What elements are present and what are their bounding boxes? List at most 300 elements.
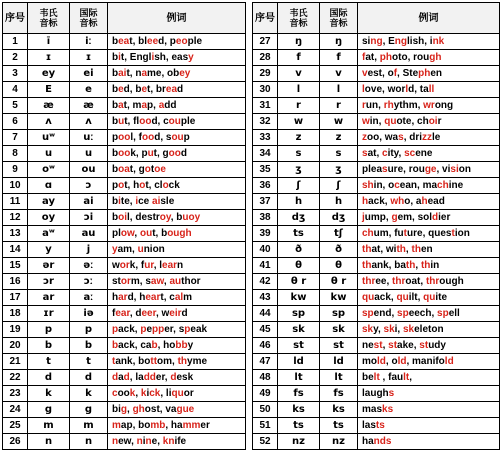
table-row <box>253 242 500 258</box>
word-text: d, c <box>151 116 169 127</box>
webster-symbol: aʷ <box>28 226 70 242</box>
row-number: 49 <box>253 386 278 402</box>
word-text: l, destr <box>127 212 160 223</box>
word-text: ine <box>448 180 464 191</box>
word-text: oto, rou <box>392 52 430 63</box>
table-row <box>253 178 500 194</box>
highlighted-letters: i <box>135 196 139 207</box>
highlighted-letters: e <box>118 84 124 95</box>
word-text: oat, <box>405 276 426 287</box>
webster-symbol: ts <box>278 418 320 434</box>
word-text: t, g <box>153 148 169 159</box>
word-text: p <box>183 132 190 143</box>
word-text: t, br <box>147 84 166 95</box>
webster-symbol: l <box>278 82 320 98</box>
example-words <box>358 130 500 146</box>
highlighted-letters: f <box>362 52 366 63</box>
highlighted-letters: b <box>112 340 119 351</box>
highlighted-letters: st <box>373 340 383 351</box>
highlighted-letters: ph <box>418 68 431 79</box>
highlighted-letters: ea <box>118 36 130 47</box>
header-ipa: 国际 音标 <box>320 3 358 34</box>
highlighted-letters: ear <box>145 292 161 303</box>
highlighted-letters: p <box>112 324 119 335</box>
word-text: laugh <box>362 388 389 399</box>
example-words <box>108 98 246 114</box>
word-text: at, wi <box>371 244 397 255</box>
highlighted-letters: d <box>432 212 439 223</box>
highlighted-letters: th <box>362 260 372 271</box>
highlighted-letters: oi <box>118 212 127 223</box>
word-text: oo <box>117 388 130 399</box>
word-text: d, ta <box>408 84 429 95</box>
word-text: dd <box>164 100 177 111</box>
table-row <box>253 274 500 290</box>
ipa-symbol: h <box>320 194 358 210</box>
header-webster: 韦氏 音标 <box>28 3 70 34</box>
highlighted-letters: o <box>139 180 146 191</box>
word-text: ost, va <box>144 404 177 415</box>
table-row <box>253 386 500 402</box>
word-text: e <box>146 324 153 335</box>
example-words <box>108 418 246 434</box>
highlighted-letters: ow <box>120 228 135 239</box>
highlighted-letters: u <box>118 116 125 127</box>
highlighted-letters: ough <box>167 228 192 239</box>
highlighted-letters: f <box>393 68 398 79</box>
example-words <box>358 162 500 178</box>
word-text: er, s <box>164 324 185 335</box>
highlighted-letters: gh <box>132 404 145 415</box>
word-text: esk <box>176 372 194 383</box>
header-examples: 例词 <box>358 3 500 34</box>
word-text: yme <box>187 356 208 367</box>
highlighted-letters: oi <box>428 116 438 127</box>
word-text: p <box>112 132 119 143</box>
example-words <box>358 402 500 418</box>
word-text: las <box>362 420 376 431</box>
row-number: 50 <box>253 402 278 418</box>
word-text: eech, <box>408 308 438 319</box>
word-text: en <box>430 68 443 79</box>
highlighted-letters: ch <box>362 228 374 239</box>
word-text: b <box>112 84 119 95</box>
phonetic-table-right <box>252 2 500 450</box>
ipa-symbol: p <box>70 322 108 338</box>
highlighted-letters: e <box>141 84 148 95</box>
word-text: t, cl <box>145 180 163 191</box>
word-text: pl <box>112 228 121 239</box>
ipa-symbol: əː <box>70 258 108 274</box>
highlighted-letters: lt <box>403 372 410 383</box>
highlighted-letters: ch <box>437 180 449 191</box>
word-text: un, <box>365 100 384 111</box>
word-text: at, <box>367 148 383 159</box>
row-number: 10 <box>3 178 28 194</box>
webster-symbol: dʒ <box>278 210 320 226</box>
word-text: n <box>177 260 184 271</box>
webster-symbol: fs <box>278 386 320 402</box>
word-text: ank, bo <box>115 356 151 367</box>
table-row <box>253 370 500 386</box>
word-text: plea <box>362 164 383 175</box>
ipa-symbol: ʃ <box>320 178 358 194</box>
highlighted-letters: d <box>170 372 177 383</box>
highlighted-letters: z <box>362 132 367 143</box>
word-text: ead <box>427 196 445 207</box>
word-text: t, fl <box>124 116 140 127</box>
word-text: , dri <box>403 132 423 143</box>
row-number: 51 <box>253 418 278 434</box>
word-text: , la <box>129 372 144 383</box>
table-row <box>3 402 246 418</box>
word-text: eak <box>190 324 208 335</box>
highlighted-letters: o <box>162 180 169 191</box>
word-text: ion <box>454 228 470 239</box>
example-words <box>358 82 500 98</box>
word-text: , <box>405 244 412 255</box>
highlighted-letters: wh <box>390 196 405 207</box>
row-number: 52 <box>253 434 278 450</box>
example-words <box>358 258 500 274</box>
table-row <box>3 34 246 50</box>
highlighted-letters: wr <box>423 100 435 111</box>
highlighted-letters: d <box>112 372 119 383</box>
example-words <box>358 354 500 370</box>
phonetic-table-left <box>2 2 246 450</box>
row-number: 16 <box>3 274 28 290</box>
word-text: t, Engl <box>120 52 152 63</box>
highlighted-letters: g <box>391 212 398 223</box>
word-text: , ho <box>157 340 176 351</box>
row-number: 28 <box>253 50 278 66</box>
table-row <box>3 338 246 354</box>
highlighted-letters: ear <box>162 260 178 271</box>
highlighted-letters: tt <box>150 356 158 367</box>
table-row <box>253 82 500 98</box>
highlighted-letters: ou <box>171 132 184 143</box>
table-row <box>3 258 246 274</box>
row-number: 22 <box>3 370 28 386</box>
highlighted-letters: ur <box>144 260 154 271</box>
highlighted-letters: s <box>382 164 388 175</box>
highlighted-letters: mm <box>182 420 201 431</box>
highlighted-letters: o <box>118 180 125 191</box>
table-row <box>253 210 500 226</box>
row-number: 31 <box>253 98 278 114</box>
word-text: w <box>112 260 120 271</box>
highlighted-letters: oo <box>139 116 152 127</box>
highlighted-letters: ks <box>382 404 394 415</box>
row-number: 4 <box>3 82 28 98</box>
highlighted-letters: s <box>388 388 395 399</box>
word-text: , li <box>160 388 172 399</box>
table-row <box>3 306 246 322</box>
word-text: t <box>150 164 155 175</box>
ipa-symbol: l <box>320 82 358 98</box>
highlighted-letters: d <box>123 372 130 383</box>
ipa-symbol: ɔː <box>70 274 108 290</box>
word-text: te, <box>120 196 136 207</box>
row-number: 27 <box>253 34 278 50</box>
ipa-symbol: m <box>70 418 108 434</box>
highlighted-letters: oe <box>154 164 166 175</box>
webster-symbol: ɪr <box>28 306 70 322</box>
example-words <box>108 130 246 146</box>
table-row <box>253 66 500 82</box>
highlighted-letters: th <box>362 244 372 255</box>
word-text: ank, ba <box>371 260 406 271</box>
ipa-symbol: æ <box>70 98 108 114</box>
word-text: ump, <box>364 212 392 223</box>
row-number: 7 <box>3 130 28 146</box>
highlighted-letters: au <box>169 276 182 287</box>
word-text: k, p <box>130 148 148 159</box>
ipa-symbol: st <box>320 338 358 354</box>
word-text: b <box>112 36 119 47</box>
row-number: 20 <box>3 338 28 354</box>
word-text: d <box>180 148 187 159</box>
example-words <box>108 50 246 66</box>
word-text: a <box>118 372 124 383</box>
table-row <box>3 66 246 82</box>
table-row <box>3 274 246 290</box>
word-text: thor <box>181 276 201 287</box>
ipa-symbol: aː <box>70 290 108 306</box>
highlighted-letters: g <box>120 404 127 415</box>
word-text: ack, <box>368 196 391 207</box>
row-number: 43 <box>253 290 278 306</box>
word-text: ote, ch <box>396 116 429 127</box>
word-text: ife <box>174 436 187 447</box>
webster-symbol: g <box>28 402 70 418</box>
highlighted-letters: th <box>177 356 188 367</box>
example-words <box>108 210 246 226</box>
table-row <box>253 258 500 274</box>
example-words <box>358 322 500 338</box>
ipa-symbol: iː <box>70 34 108 50</box>
word-text: in, o <box>373 180 395 191</box>
highlighted-letters: ey <box>179 68 191 79</box>
ipa-symbol: ld <box>320 354 358 370</box>
table-row <box>3 418 246 434</box>
word-text: , d <box>129 308 142 319</box>
highlighted-letters: gue <box>176 404 195 415</box>
row-number: 12 <box>3 210 28 226</box>
ipa-symbol: n <box>70 434 108 450</box>
example-words <box>358 34 500 50</box>
highlighted-letters: c <box>112 388 118 399</box>
table-row <box>253 338 500 354</box>
word-text: ier <box>438 212 451 223</box>
highlighted-letters: si <box>450 164 459 175</box>
highlighted-letters: w <box>362 116 370 127</box>
example-words <box>108 258 246 274</box>
highlighted-letters: s <box>398 132 404 143</box>
ipa-symbol: ts <box>320 418 358 434</box>
ipa-symbol: t <box>70 354 108 370</box>
row-number: 15 <box>3 258 28 274</box>
row-number: 46 <box>253 338 278 354</box>
table-row <box>3 370 246 386</box>
word-text: b <box>112 404 119 415</box>
word-text: t, m <box>123 100 142 111</box>
example-words <box>358 386 500 402</box>
table-row <box>253 194 500 210</box>
table-body <box>253 34 500 450</box>
highlighted-letters: bb <box>175 340 188 351</box>
ipa-symbol: e <box>70 82 108 98</box>
highlighted-letters: t <box>112 356 116 367</box>
highlighted-letters: oo <box>118 132 131 143</box>
highlighted-letters: i <box>118 52 121 63</box>
word-text: om, <box>157 356 178 367</box>
ipa-symbol: r <box>320 98 358 114</box>
highlighted-letters: sk <box>402 324 415 335</box>
row-number: 47 <box>253 354 278 370</box>
webster-symbol: ər <box>28 258 70 274</box>
table-row <box>3 354 246 370</box>
table-row <box>3 242 246 258</box>
example-words <box>358 306 500 322</box>
ipa-symbol: uː <box>70 130 108 146</box>
row-number: 34 <box>253 146 278 162</box>
row-number: 33 <box>253 130 278 146</box>
ipa-symbol: nz <box>320 434 358 450</box>
table-row <box>253 418 500 434</box>
word-text: , Ste <box>397 68 419 79</box>
row-number: 30 <box>253 82 278 98</box>
word-text: , vi <box>436 164 451 175</box>
row-number: 3 <box>3 66 28 82</box>
row-number: 39 <box>253 226 278 242</box>
ipa-symbol: ai <box>70 194 108 210</box>
word-text: d, h <box>127 292 146 303</box>
word-text: ite <box>435 292 448 303</box>
webster-symbol: ŋ <box>278 34 320 50</box>
word-text: b <box>112 100 119 111</box>
example-words <box>358 178 500 194</box>
highlighted-letters: qu <box>396 292 409 303</box>
word-text: p, <box>147 100 159 111</box>
webster-symbol: ld <box>278 354 320 370</box>
word-text: ap, bo <box>120 420 151 431</box>
highlighted-letters: nk <box>432 36 445 47</box>
table-row <box>3 82 246 98</box>
highlighted-letters: ts <box>375 420 385 431</box>
webster-symbol: ar <box>28 290 70 306</box>
table-row <box>3 322 246 338</box>
ipa-symbol: ŋ <box>320 34 358 50</box>
table-header-row <box>3 3 246 34</box>
word-text: ce <box>138 196 153 207</box>
highlighted-letters: al <box>174 292 184 303</box>
row-number: 17 <box>3 290 28 306</box>
highlighted-letters: t <box>451 228 455 239</box>
webster-symbol: ʌ <box>28 114 70 130</box>
webster-symbol: lt <box>278 370 320 386</box>
highlighted-letters: y <box>112 244 118 255</box>
highlighted-letters: k <box>140 388 147 399</box>
highlighted-letters: ai <box>152 196 161 207</box>
row-number: 37 <box>253 194 278 210</box>
highlighted-letters: eer <box>141 308 156 319</box>
highlighted-letters: c <box>382 148 388 159</box>
example-words <box>108 146 246 162</box>
highlighted-letters: b <box>151 340 158 351</box>
word-text: t, h <box>124 180 140 191</box>
example-words <box>108 162 246 178</box>
table-row <box>3 434 246 450</box>
ipa-symbol: ks <box>320 402 358 418</box>
example-words <box>358 210 500 226</box>
example-words <box>358 418 500 434</box>
webster-symbol: u <box>28 146 70 162</box>
row-number: 42 <box>253 274 278 290</box>
word-text: ell <box>448 308 460 319</box>
example-words <box>108 354 246 370</box>
webster-symbol: m <box>28 418 70 434</box>
highlighted-letters: mb <box>150 420 166 431</box>
ipa-symbol: sp <box>320 306 358 322</box>
word-text: eleton <box>414 324 444 335</box>
webster-symbol: f <box>278 50 320 66</box>
word-text: d <box>177 84 184 95</box>
word-text: i <box>118 404 121 415</box>
example-words <box>358 338 500 354</box>
word-text: , ha <box>165 420 183 431</box>
highlighted-letters: thr <box>425 276 440 287</box>
word-text: ene <box>415 148 433 159</box>
ipa-symbol: fs <box>320 386 358 402</box>
ipa-symbol: ɔ <box>70 178 108 194</box>
highlighted-letters: ck <box>149 388 161 399</box>
table-row <box>3 146 246 162</box>
highlighted-letters: n <box>136 436 143 447</box>
ipa-symbol: ei <box>70 66 108 82</box>
highlighted-letters: sp <box>437 308 449 319</box>
highlighted-letters: o <box>144 164 151 175</box>
table-row <box>3 162 246 178</box>
highlighted-letters: p <box>184 324 191 335</box>
header-number: 序号 <box>253 3 278 34</box>
highlighted-letters: dd <box>143 372 156 383</box>
webster-symbol: æ <box>28 98 70 114</box>
word-text: t, b <box>152 228 168 239</box>
example-words <box>358 434 500 450</box>
header-number: 序号 <box>3 3 28 34</box>
ipa-symbol: θ r <box>320 274 358 290</box>
ipa-symbol: kw <box>320 290 358 306</box>
webster-symbol: b <box>28 338 70 354</box>
word-text: in, <box>369 116 385 127</box>
highlighted-letters: oa <box>118 164 130 175</box>
highlighted-letters: a <box>158 100 165 111</box>
word-text: ple <box>180 116 196 127</box>
word-text: ack, ca <box>118 340 152 351</box>
highlighted-letters: rh <box>383 100 394 111</box>
example-words <box>108 226 246 242</box>
word-text: st <box>112 276 121 287</box>
example-words <box>358 226 500 242</box>
highlighted-letters: ee <box>147 36 159 47</box>
word-text: er <box>200 420 210 431</box>
word-text: est, o <box>367 68 394 79</box>
example-words <box>358 114 500 130</box>
example-words <box>358 242 500 258</box>
highlighted-letters: eir <box>169 308 182 319</box>
table-row <box>253 354 500 370</box>
